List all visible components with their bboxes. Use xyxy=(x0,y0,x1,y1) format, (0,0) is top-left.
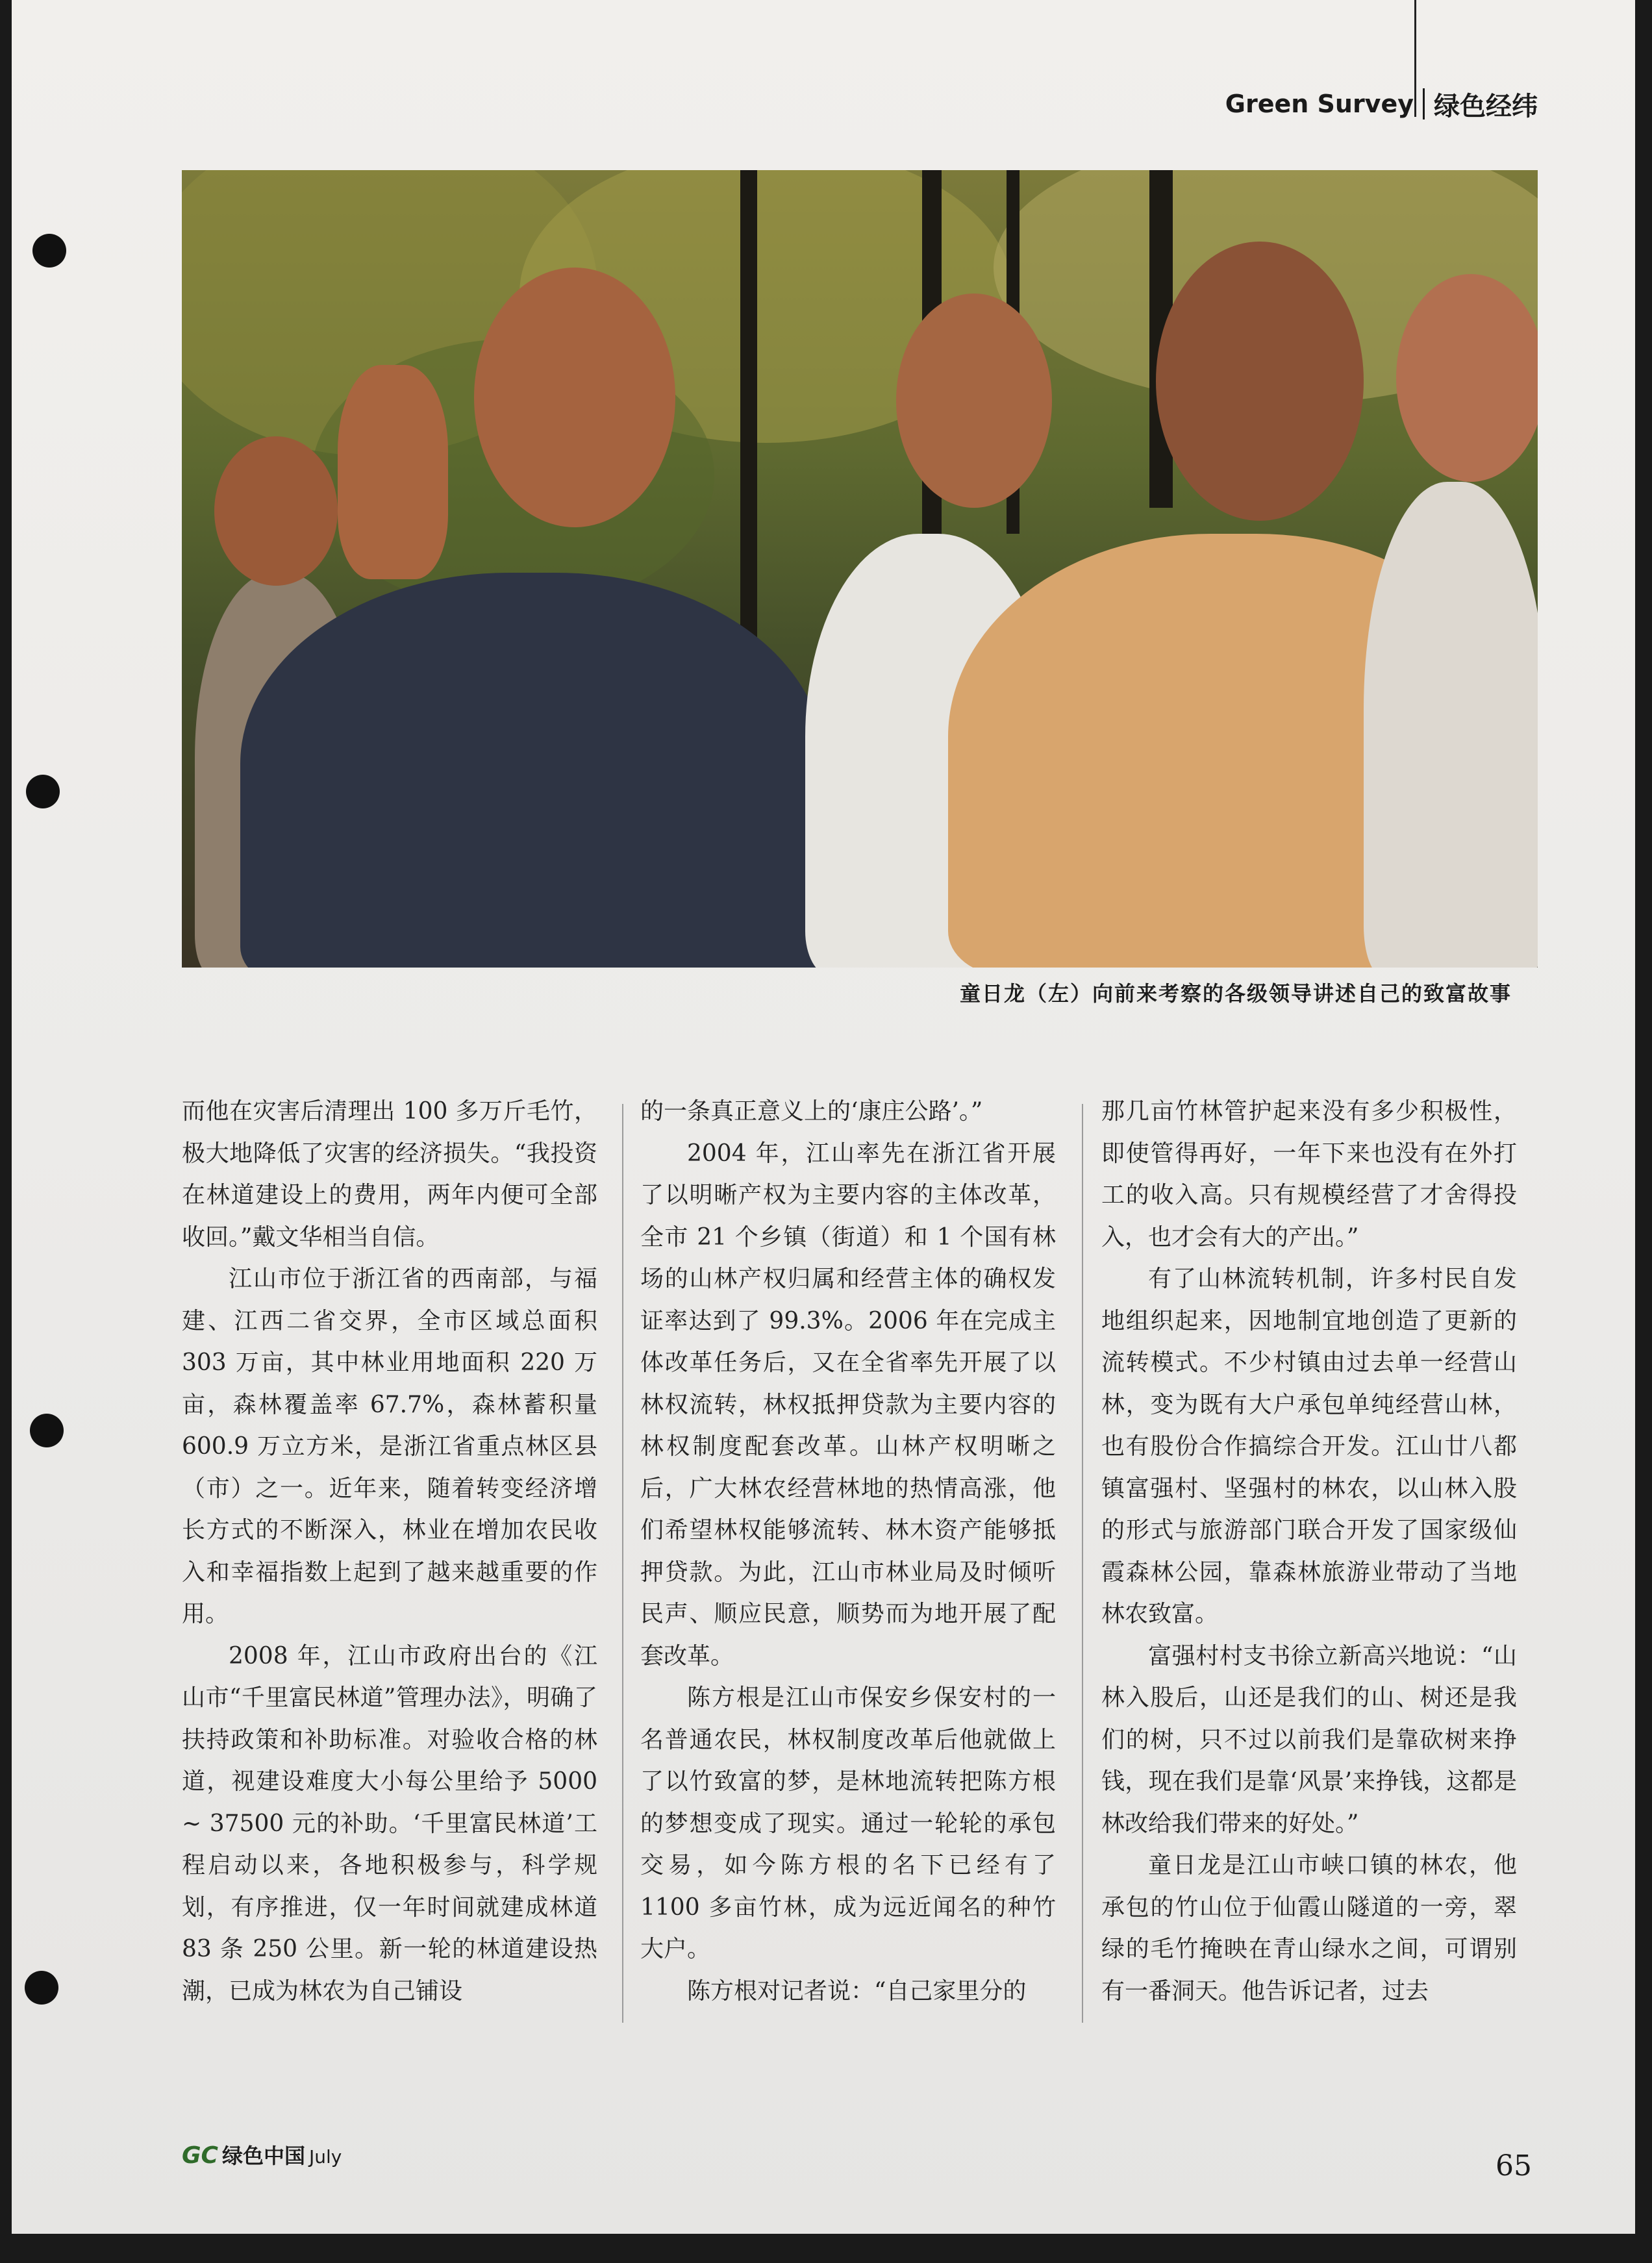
page-number: 65 xyxy=(1496,2149,1532,2182)
punch-hole-3 xyxy=(30,1414,64,1447)
magazine-page xyxy=(12,0,1635,2234)
paragraph: 陈方根对记者说：“自己家里分的 xyxy=(687,1977,1027,2005)
photo-caption: 童日龙（左）向前来考察的各级领导讲述自己的致富故事 xyxy=(959,981,1512,1006)
paragraph: 而他在灾害后清理出 100 多万斤毛竹，极大地降低了灾害的经济损失。“我投资在林道建设上的费用，两年内便可全部收回。”戴文华相当自信。 xyxy=(182,1098,597,1251)
article-column-3 xyxy=(1101,1091,1517,2012)
article-column-1 xyxy=(182,1091,597,2012)
paragraph: 陈方根是江山市保安乡保安村的一名普通农民，林权制度改革后他就做上了以竹致富的梦，是林地流转把陈方根的梦想变成了现实。通过一轮轮的承包交易，如今陈方根的名下已经有了 1100 多亩竹林，成为远近闻名的种竹大户。 xyxy=(640,1684,1056,1962)
gc-logo-icon: GC xyxy=(182,2142,218,2169)
column-divider-2 xyxy=(1082,1104,1083,2023)
magazine-name: 绿色中国 xyxy=(221,2144,305,2168)
raised-hand xyxy=(338,365,448,579)
article-column-2 xyxy=(640,1091,1056,2012)
section-title-en: Green Survey xyxy=(1225,90,1414,118)
person-right xyxy=(1364,482,1538,968)
paragraph: 童日龙是江山市峡口镇的林农，他承包的竹山位于仙霞山隧道的一旁，翠绿的毛竹掩映在青山绿水之间，可谓别有一番洞天。他告诉记者，过去 xyxy=(1101,1852,1517,2005)
issue-month: July xyxy=(308,2146,342,2168)
paragraph: 2008 年，江山市政府出台的《江山市“千里富民林道”管理办法》，明确了扶持政策和补助标准。对验收合格的林道，视建设难度大小每公里给予 5000 ~ 37500 元的补助。‘千里富民林道’工程启动以来，各地积极参与，科学规划，有序推进，仅一年时间就建成林道 83 条 250 公里。新一轮的林道建设热潮，已成为林农为自己铺设 xyxy=(182,1642,597,2005)
punch-hole-4 xyxy=(25,1971,58,2005)
section-header xyxy=(1225,84,1538,123)
punch-hole-2 xyxy=(26,775,60,808)
paragraph: 2004 年，江山率先在浙江省开展了以明晰产权为主要内容的主体改革，全市 21 个乡镇（街道）和 1 个国有林场的山林产权归属和经营主体的确权发证率达到了 99.3%。2006 年在完成主体改革任务后，又在全省率先开展了以林权流转，林权抵押贷款为主要内容的林权制度配套改革。山林产权明晰之后，广大林农经营林地的热情高涨，他们希望林权能够流转、林木资产能够抵押贷款。为此，江山市林业局及时倾听民声、顺应民意，顺势而为地开展了配套改革。 xyxy=(640,1140,1056,1669)
paragraph: 那几亩竹林管护起来没有多少积极性，即使管得再好，一年下来也没有在外打工的收入高。只有规模经营了才舍得投入，也才会有大的产出。” xyxy=(1101,1098,1517,1251)
section-title-zh: 绿色经纬 xyxy=(1434,91,1538,121)
paragraph: 江山市位于浙江省的西南部，与福建、江西二省交界，全市区域总面积 303 万亩，其中林业用地面积 220 万亩，森林覆盖率 67.7%，森林蓄积量 600.9 万立方米，是浙江省重点林区县（市）之一。近年来，随着转变经济增长方式的不断深入，林业在增加农民收入和幸福指数上起到了越来越重要的作用。 xyxy=(182,1266,597,1627)
punch-hole-1 xyxy=(32,234,66,268)
column-divider-1 xyxy=(622,1104,623,2023)
paragraph: 富强村村支书徐立新高兴地说：“山林入股后，山还是我们的山、树还是我们的树，只不过以前我们是靠砍树来挣钱，现在我们是靠‘风景’来挣钱，这都是林改给我们带来的好处。” xyxy=(1101,1642,1517,1837)
header-divider xyxy=(1423,88,1425,119)
paragraph: 有了山林流转机制，许多村民自发地组织起来，因地制宜地创造了更新的流转模式。不少村镇由过去单一经营山林，变为既有大户承包单纯经营山林，也有股份合作搞综合开发。江山廿八都镇富强村、坚强村的林农，以山林入股的形式与旅游部门联合开发了国家级仙霞森林公园，靠森林旅游业带动了当地林农致富。 xyxy=(1101,1266,1517,1627)
paragraph: 的一条真正意义上的‘康庄公路’。” xyxy=(640,1098,983,1125)
person-speaking xyxy=(240,573,825,968)
magazine-logo xyxy=(182,2140,342,2169)
article-photo xyxy=(182,170,1538,968)
